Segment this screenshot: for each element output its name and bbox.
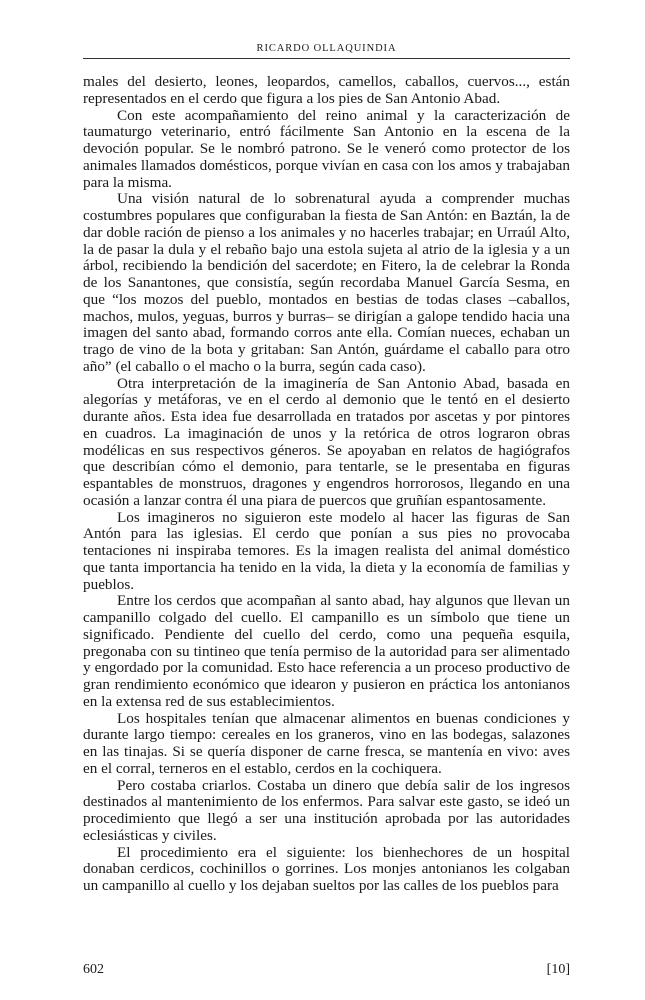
page-number: 602 bbox=[83, 962, 104, 977]
paragraph: Con este acompañamiento del reino animal y la caracterización de taumaturgo veterinario, entró fácilmente San Antonio en la escena de la devoción popular. Se le nombró patrono. Se le veneró como protector de los animales llamados domésticos, porque vivían en casa con los amos y trabajaban para la misma. bbox=[83, 106, 570, 191]
paragraph: males del desierto, leones, leopardos, camellos, caballos, cuervos..., están representados en el cerdo que figura a los pies de San Antonio Abad. bbox=[83, 73, 570, 107]
paragraph: Entre los cerdos que acompañan al santo abad, hay algunos que llevan un campanillo colgado del cuello. El campanillo es un símbolo que tiene un significado. Pendiente del cuello del cerdo, como una pequeña esquila, pregonaba con su tintineo que tenía permiso de la autoridad para ser alimentado y engordado por la comunidad. Esto hace referencia a un proceso productivo de gran rendimiento económico que idearon y pusieron en práctica los antonianos en la extensa red de sus establecimientos. bbox=[83, 592, 570, 710]
paragraph: Una visión natural de lo sobrenatural ayuda a comprender muchas costumbres populares que configuraban la fiesta de San Antón: en Baztán, la de dar doble ración de pienso a los animales y no hacerles trabajar; en Urraúl Alto, la de pasar la dula y el rebaño bajo una estola sujeta al atrio de la iglesia y a un árbol, recibiendo la bendición del sacerdote; en Fitero, la de celebrar la Ronda de los Sanantones, que consistía, según recordaba Manuel García Sesma, en que “los mozos del pueblo, montados en bestias de todas clases –caballos, machos, mulos, yeguas, burros y burras– se dirigían a galope tendido hacia una imagen del santo abad, formando corros ante ella. Comían nueces, echaban un trago de vino de la bota y gritaban: San Antón, guárdame el caballo para otro año” (el caballo o el macho o la burra, según cada caso). bbox=[83, 190, 570, 375]
paragraph: Pero costaba criarlos. Costaba un dinero que debía salir de los ingresos destinados al mantenimiento de los enfermos. Para salvar este gasto, se ideó un procedimiento que llegó a ser una institución aprobada por las autoridades eclesiásticas y civiles. bbox=[83, 776, 570, 844]
body-text bbox=[83, 74, 570, 895]
paragraph: Los hospitales tenían que almacenar alimentos en buenas condiciones y durante largo tiempo: cereales en los graneros, vino en las bodegas, salazones en las tinajas. Si se quería disponer de carne fresca, se mantenía en vivo: aves en el corral, terneros en el establo, cerdos en la cochiquera. bbox=[83, 709, 570, 777]
paragraph: El procedimiento era el siguiente: los bienhechores de un hospital donaban cerdicos, cochinillos o gorrines. Los monjes antonianos les colgaban un campanillo al cuello y los dejaban sueltos por las calles de los pueblos para bbox=[83, 843, 570, 894]
paragraph: Otra interpretación de la imaginería de San Antonio Abad, basada en alegorías y metáforas, ve en el cerdo al demonio que le tentó en el desierto durante años. Esta idea fue desarrollada en tratados por ascetas y por pintores en cuadros. La imaginación de unos y la retórica de otros lograron obras modélicas en sus respectivos géneros. Se apoyaban en relatos de hagiógrafos que describían cómo el demonio, para tentarle, se le presentaba en figuras espantables de monstruos, dragones y engendros horrorosos, llegando en una ocasión a lanzar contra él una piara de puercos que gruñían espantosamente. bbox=[83, 374, 570, 509]
page-footer bbox=[83, 962, 570, 978]
running-head: RICARDO OLLAQUINDIA bbox=[83, 43, 570, 59]
section-marker: [10] bbox=[546, 962, 570, 977]
paragraph: Los imagineros no siguieron este modelo al hacer las figuras de San Antón para las iglesias. El cerdo que ponían a sus pies no provocaba tentaciones ni inspiraba temores. Es la imagen realista del animal doméstico que tanta importancia ha tenido en la vida, la dieta y la economía de familias y pueblos. bbox=[83, 508, 570, 593]
